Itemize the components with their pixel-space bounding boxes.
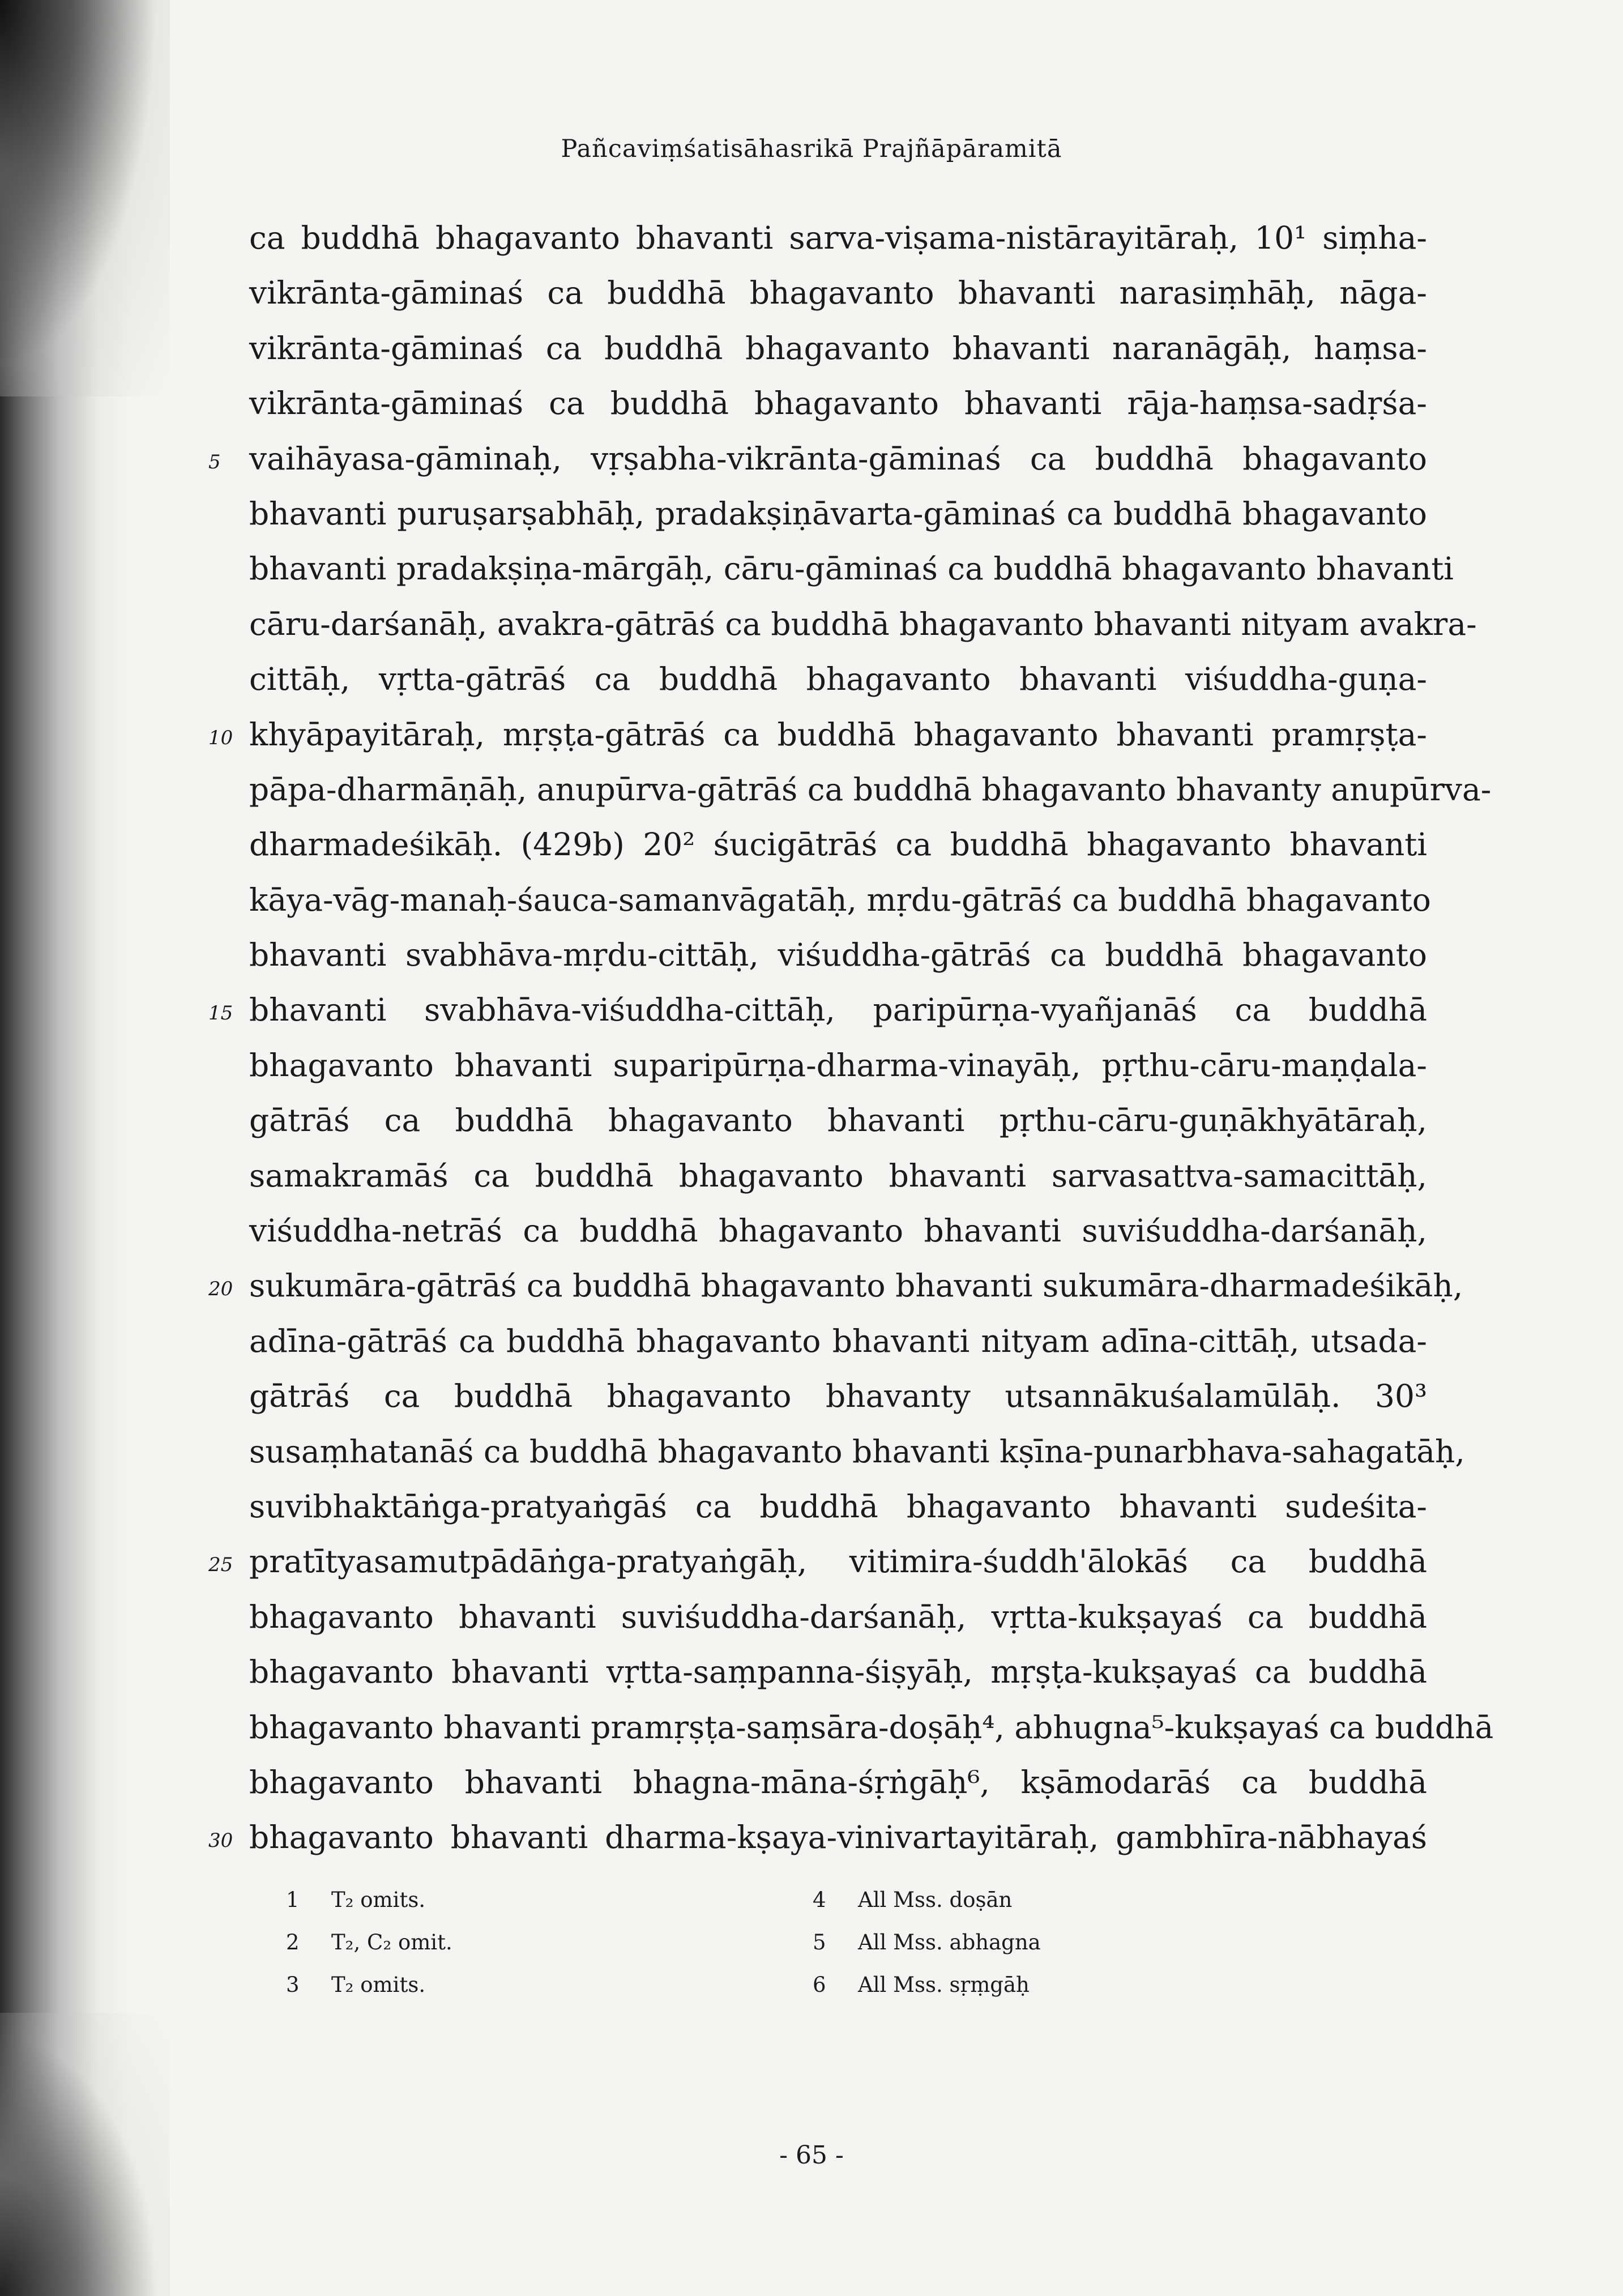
text-line [208, 707, 1427, 762]
line-text: bhagavanto bhavanti dharma-kṣaya-vinivartayitāraḥ, gambhīra-nābhayaś [249, 1819, 1427, 1856]
text-line [249, 1755, 1427, 1810]
text-line [249, 1038, 1427, 1093]
text-line [208, 1258, 1463, 1313]
footnote [813, 1880, 1012, 1920]
line-text: sukumāra-gātrāś ca buddhā bhagavanto bhavanti sukumāra-dharmadeśikāḥ, [249, 1268, 1463, 1304]
line-text: suvibhaktāṅga-pratyaṅgāś ca buddhā bhagavanto bhavanti sudeśita- [249, 1488, 1427, 1525]
main-text [208, 211, 1494, 1866]
line-text: viśuddha-netrāś ca buddhā bhagavanto bhavanti suviśuddha-darśanāḥ, [249, 1213, 1427, 1249]
text-line [208, 1534, 1427, 1589]
text-line [249, 1479, 1427, 1534]
footnote-text: All Mss. sṛṃgāḥ [858, 1973, 1030, 1997]
line-text: kāya-vāg-manaḥ-śauca-samanvāgatāḥ, mṛdu-gātrāś ca buddhā bhagavanto [249, 881, 1431, 918]
line-text: samakramāś ca buddhā bhagavanto bhavanti sarvasattva-samacittāḥ, [249, 1157, 1427, 1194]
text-line [249, 1590, 1427, 1645]
footnote [286, 1965, 425, 2005]
footnote-text: T₂ omits. [331, 1888, 426, 1912]
text-line [249, 652, 1427, 707]
line-text: gātrāś ca buddhā bhagavanto bhavanti pṛthu-cāru-guṇākhyātāraḥ, [249, 1102, 1427, 1139]
text-line [249, 1700, 1494, 1755]
line-text: khyāpayitāraḥ, mṛṣṭa-gātrāś ca buddhā bhagavanto bhavanti pramṛṣṭa- [249, 716, 1427, 753]
line-text: bhavanti svabhāva-mṛdu-cittāḥ, viśuddha-gātrāś ca buddhā bhagavanto [249, 937, 1427, 974]
line-text: bhavanti puruṣarṣabhāḥ, pradakṣiṇāvarta-gāminaś ca buddhā bhagavanto [249, 495, 1427, 532]
line-text: bhagavanto bhavanti bhagna-māna-śṛṅgāḥ⁶, kṣāmodarāś ca buddhā [249, 1764, 1427, 1800]
line-number: 25 [208, 1554, 233, 1577]
footnote-text: All Mss. doṣān [858, 1888, 1013, 1912]
running-head: Pañcaviṃśatisāhasrikā Prajñāpāramitā [561, 135, 1062, 163]
footnote-text: All Mss. abhagna [858, 1930, 1041, 1954]
text-line [249, 1424, 1465, 1479]
line-text: cittāḥ, vṛtta-gātrāś ca buddhā bhagavanto bhavanti viśuddha-guṇa- [249, 661, 1427, 698]
line-text: cāru-darśanāḥ, avakra-gātrāś ca buddhā bhagavanto bhavanti nityam avakra- [249, 605, 1477, 642]
line-text: bhavanti svabhāva-viśuddha-cittāḥ, paripūrṇa-vyañjanāś ca buddhā [249, 992, 1427, 1028]
footnote [286, 1880, 425, 1920]
footnote-number: 2 [286, 1930, 300, 1954]
line-text: bhagavanto bhavanti suviśuddha-darśanāḥ, vṛtta-kukṣayaś ca buddhā [249, 1598, 1427, 1635]
line-text: vikrānta-gāminaś ca buddhā bhagavanto bhavanti narasiṃhāḥ, nāga- [249, 275, 1427, 311]
footnote-number: 5 [813, 1930, 826, 1954]
text-line [249, 817, 1427, 872]
line-text: ca buddhā bhagavanto bhavanti sarva-viṣama-nistārayitāraḥ, 10¹ siṃha- [249, 220, 1427, 256]
footnote-text: T₂ omits. [331, 1973, 426, 1997]
footnote [286, 1923, 452, 1962]
text-line [249, 321, 1427, 376]
text-line [249, 1093, 1427, 1148]
text-line [249, 486, 1427, 541]
text-line [249, 873, 1431, 928]
footnote-number: 6 [813, 1973, 826, 1997]
line-text: pāpa-dharmāṇāḥ, anupūrva-gātrāś ca buddhā bhagavanto bhavanty anupūrva- [249, 771, 1492, 808]
line-number: 10 [208, 726, 233, 749]
scan-corner-shadow-top [0, 0, 170, 396]
footnote [813, 1965, 1030, 2005]
text-line [249, 597, 1477, 652]
line-text: adīna-gātrāś ca buddhā bhagavanto bhavanti nityam adīna-cittāḥ, utsada- [249, 1322, 1427, 1359]
text-line [208, 983, 1427, 1038]
text-line [249, 928, 1427, 983]
text-line [249, 762, 1492, 817]
text-line [249, 1369, 1427, 1424]
line-text: bhagavanto bhavanti suparipūrṇa-dharma-vinayāḥ, pṛthu-cāru-maṇḍala- [249, 1047, 1427, 1083]
footnote [813, 1923, 1041, 1962]
line-number: 20 [208, 1278, 233, 1301]
text-line [249, 1645, 1427, 1700]
line-number: 15 [208, 1002, 233, 1025]
footnote-number: 4 [813, 1888, 826, 1912]
line-text: pratītyasamutpādāṅga-pratyaṅgāḥ, vitimira-śuddh'ālokāś ca buddhā [249, 1543, 1427, 1580]
line-text: vikrānta-gāminaś ca buddhā bhagavanto bhavanti naranāgāḥ, haṃsa- [249, 330, 1427, 366]
text-line [249, 266, 1427, 321]
footnote-number: 3 [286, 1973, 300, 1997]
text-line [208, 1810, 1427, 1865]
line-text: bhavanti pradakṣiṇa-mārgāḥ, cāru-gāminaś ca buddhā bhagavanto bhavanti [249, 550, 1454, 587]
footnote-number: 1 [286, 1888, 300, 1912]
line-text: dharmadeśikāḥ. (429b) 20² śucigātrāś ca buddhā bhagavanto bhavanti [249, 826, 1427, 863]
line-text: bhagavanto bhavanti pramṛṣṭa-saṃsāra-doṣāḥ⁴, abhugna⁵-kukṣayaś ca buddhā [249, 1709, 1494, 1746]
page-number: - 65 - [779, 2141, 844, 2170]
line-text: bhagavanto bhavanti vṛtta-saṃpanna-śiṣyāḥ, mṛṣṭa-kukṣayaś ca buddhā [249, 1654, 1427, 1691]
text-line [249, 1204, 1427, 1258]
text-line [249, 541, 1454, 596]
line-text: vaihāyasa-gāminaḥ, vṛṣabha-vikrānta-gāminaś ca buddhā bhagavanto [249, 440, 1427, 477]
text-line [249, 376, 1427, 431]
footnote-text: T₂, C₂ omit. [331, 1930, 452, 1954]
text-line [208, 432, 1427, 486]
line-number: 30 [208, 1829, 233, 1853]
line-text: gātrāś ca buddhā bhagavanto bhavanty utsannākuśalamūlāḥ. 30³ [249, 1378, 1427, 1415]
line-text: vikrānta-gāminaś ca buddhā bhagavanto bhavanti rāja-haṃsa-sadṛśa- [249, 385, 1427, 422]
line-text: susaṃhatanāś ca buddhā bhagavanto bhavanti kṣīna-punarbhava-sahagatāḥ, [249, 1433, 1465, 1470]
line-number: 5 [208, 450, 221, 473]
text-line [249, 1149, 1427, 1204]
text-line [249, 1314, 1427, 1369]
text-line [249, 211, 1427, 266]
